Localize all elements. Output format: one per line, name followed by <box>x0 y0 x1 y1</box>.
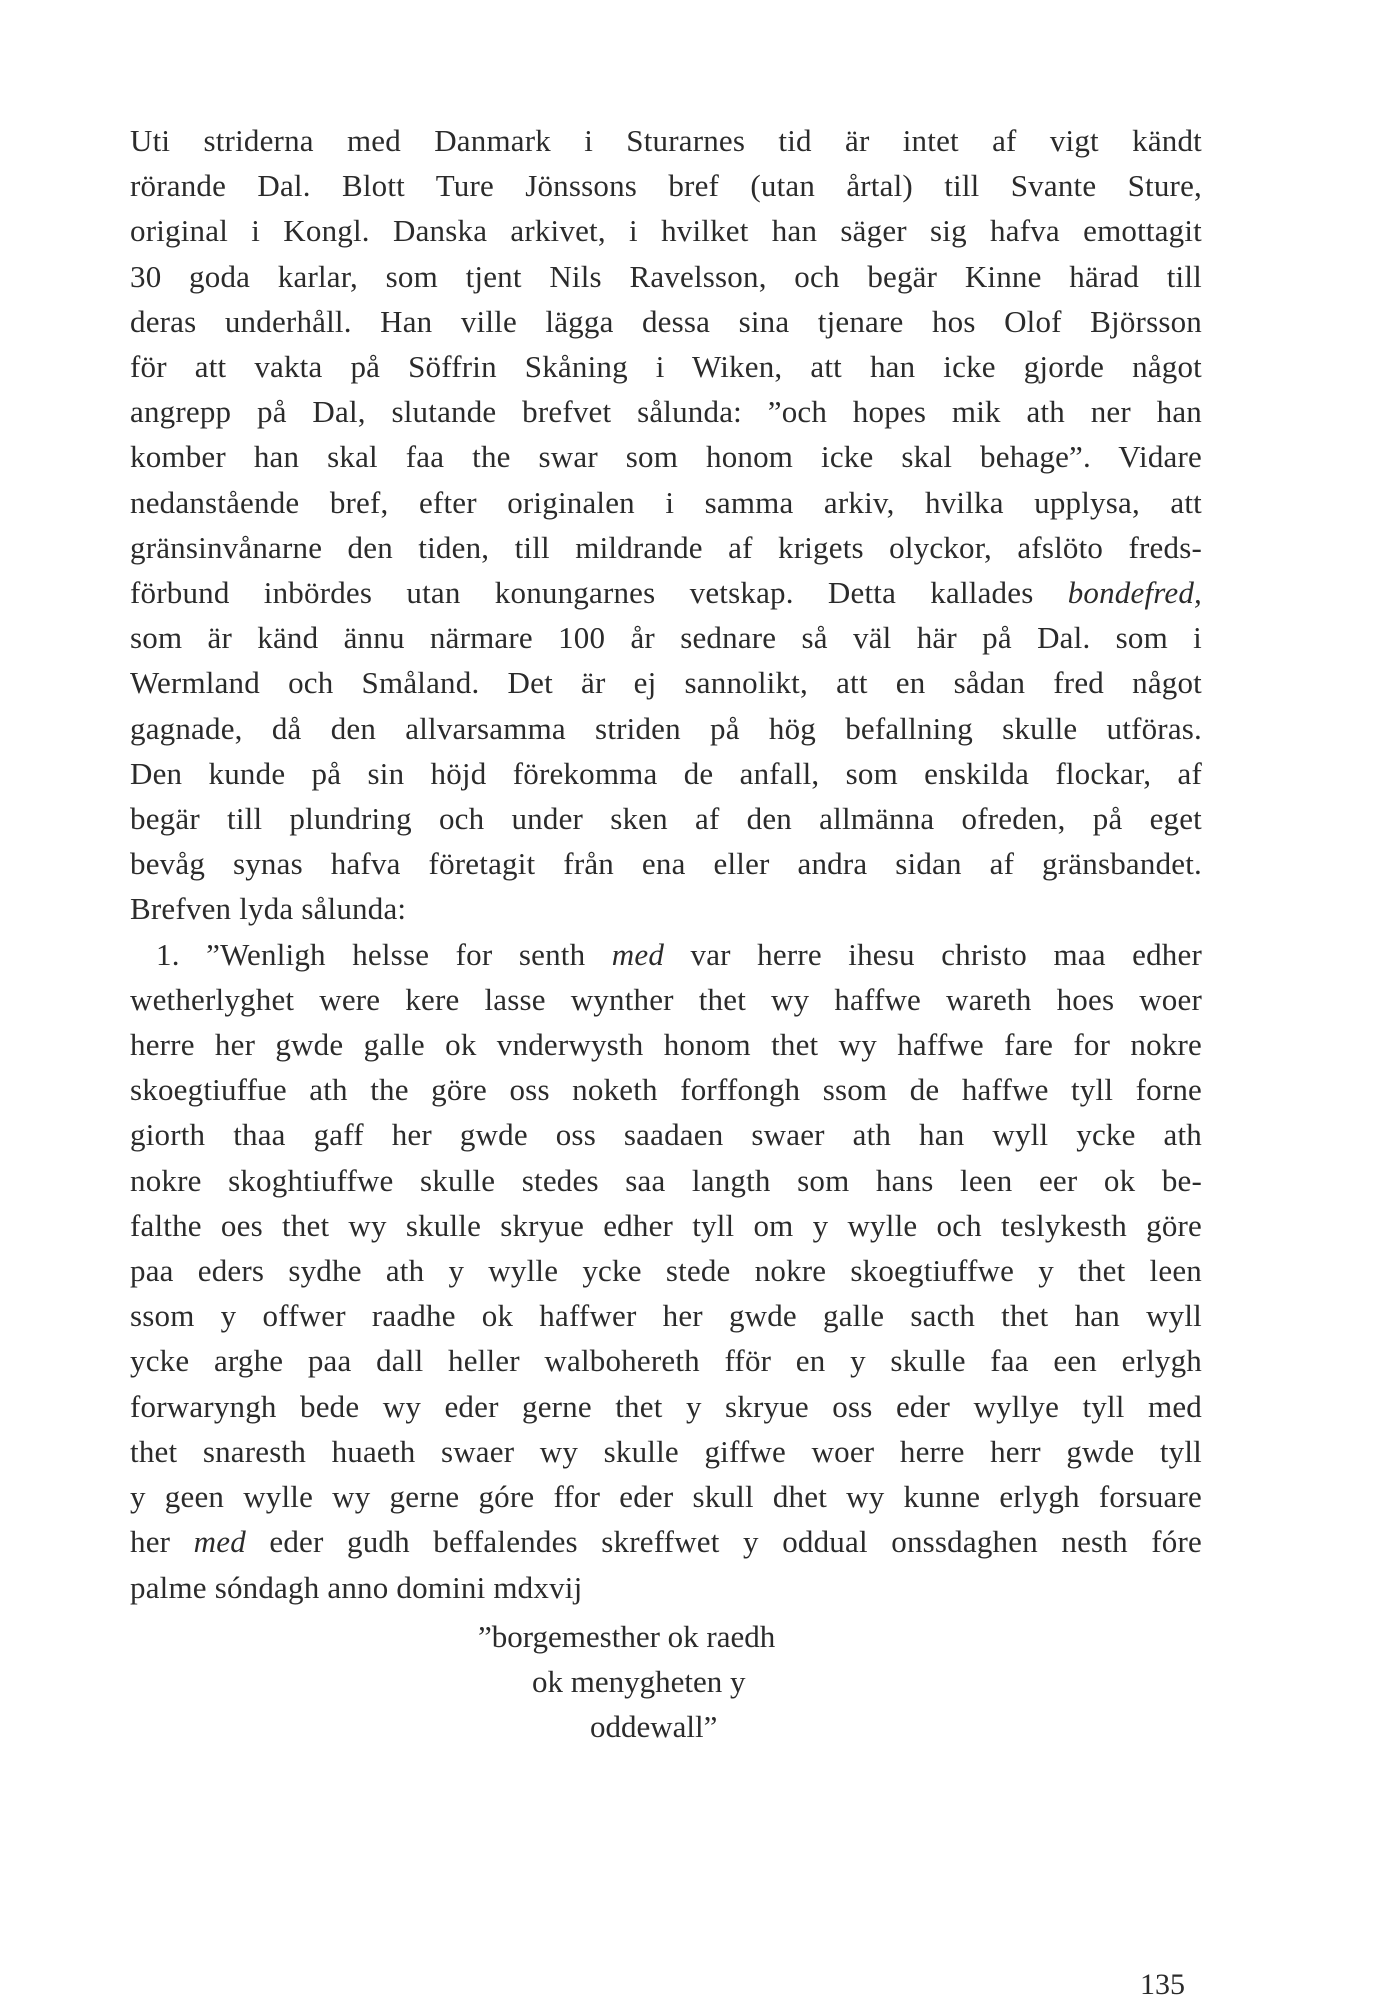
letter-line: wetherlyghet were kere lasse wynther thet wy haffwe wareth hoes woer <box>130 981 1202 1017</box>
text-line: 30 goda karlar, som tjent Nils Ravelsson, och begär Kinne härad till <box>130 258 1202 294</box>
italic-word: med <box>193 1524 246 1560</box>
italic-word: med <box>611 936 665 972</box>
letter-first-line <box>130 932 1202 977</box>
text-line-with-italic <box>130 570 1202 615</box>
text-line: rörande Dal. Blott Ture Jönssons bref (utan årtal) till Svante Sture, <box>130 168 1202 204</box>
letter-line-with-italic <box>130 1519 1202 1564</box>
text-line: för att vakta på Söffrin Skåning i Wiken, att han icke gjorde något <box>130 349 1202 385</box>
page-body <box>130 118 1202 1610</box>
text-line: som är känd ännu närmare 100 år sednare så väl här på Dal. som i <box>130 620 1202 656</box>
page-number: 135 <box>1140 1968 1185 2001</box>
text-line: Wermland och Småland. Det är ej sannolikt, att en sådan fred något <box>130 665 1202 701</box>
letter-line: giorth thaa gaff her gwde oss saadaen swaer ath han wyll ycke ath <box>130 1117 1202 1153</box>
letter-quote <box>130 932 1202 1610</box>
text-line: begär till plundring och under sken af den allmänna ofreden, på eget <box>130 801 1202 837</box>
letter-line: forwaryngh bede wy eder gerne thet y skryue oss eder wyllye tyll med <box>130 1388 1202 1424</box>
closing-line: ok menygheten y <box>532 1664 746 1699</box>
text-line: gagnade, då den allvarsamma striden på hög befallning skulle utföras. <box>130 710 1202 746</box>
paragraph-intro <box>130 118 1202 932</box>
letter-line: ssom y offwer raadhe ok haffwer her gwde galle sacth thet han wyll <box>130 1298 1202 1334</box>
text-line: original i Kongl. Danska arkivet, i hvilket han säger sig hafva emottagit <box>130 213 1202 249</box>
letter-line: paa eders sydhe ath y wylle ycke stede nokre skoegtiuffwe y thet leen <box>130 1253 1202 1289</box>
letter-line: y geen wylle wy gerne góre ffor eder skull dhet wy kunne erlygh forsuare <box>130 1479 1202 1515</box>
letter-line: skoegtiuffue ath the göre oss noketh forffongh ssom de haffwe tyll forne <box>130 1072 1202 1108</box>
text-line: Den kunde på sin höjd förekomma de anfall, som enskilda flockar, af <box>130 755 1202 791</box>
letter-line: falthe oes thet wy skulle skryue edher tyll om y wylle och teslykesth göre <box>130 1207 1202 1243</box>
text-line: bevåg synas hafva företagit från ena eller andra sidan af gränsbandet. <box>130 846 1202 882</box>
letter-line: herre her gwde galle ok vnderwysth honom thet wy haffwe fare for nokre <box>130 1027 1202 1063</box>
text-line: deras underhåll. Han ville lägga dessa sina tjenare hos Olof Björsson <box>130 303 1202 339</box>
text-line: gränsinvånarne den tiden, till mildrande af krigets olyckor, afslöto freds- <box>130 529 1202 565</box>
text-segment: eder gudh beffalendes skreffwet y oddual onssdaghen nesth fóre <box>245 1524 1202 1560</box>
letter-line: thet snaresth huaeth swaer wy skulle giffwe woer herre herr gwde tyll <box>130 1433 1202 1469</box>
text-segment: var herre ihesu christo maa edher <box>664 936 1202 972</box>
text-segment: 1. ”Wenligh helsse for senth <box>156 936 612 972</box>
text-segment: förbund inbördes utan konungarnes vetskap. Detta kallades <box>130 575 1068 611</box>
letter-last-line: palme sóndagh anno domini mdxvij <box>130 1569 583 1605</box>
closing-line: ”borgemesther ok raedh <box>478 1619 776 1654</box>
text-line: komber han skal faa the swar som honom icke skal behage”. Vidare <box>130 439 1202 475</box>
letter-line: ycke arghe paa dall heller walbohereth fför en y skulle faa een erlygh <box>130 1343 1202 1379</box>
letter-line: nokre skoghtiuffwe skulle stedes saa langth som hans leen eer ok be- <box>130 1162 1202 1198</box>
text-line: angrepp på Dal, slutande brefvet sålunda: ”och hopes mik ath ner han <box>130 394 1202 430</box>
text-line: Brefven lyda sålunda: <box>130 891 407 927</box>
italic-term: bondefred, <box>1067 575 1202 611</box>
closing-line: oddewall” <box>590 1709 718 1744</box>
text-line: nedanstående bref, efter originalen i samma arkiv, hvilka upplysa, att <box>130 484 1202 520</box>
text-line: Uti striderna med Danmark i Sturarnes tid är intet af vigt kändt <box>130 123 1202 158</box>
text-segment: her <box>130 1524 194 1560</box>
